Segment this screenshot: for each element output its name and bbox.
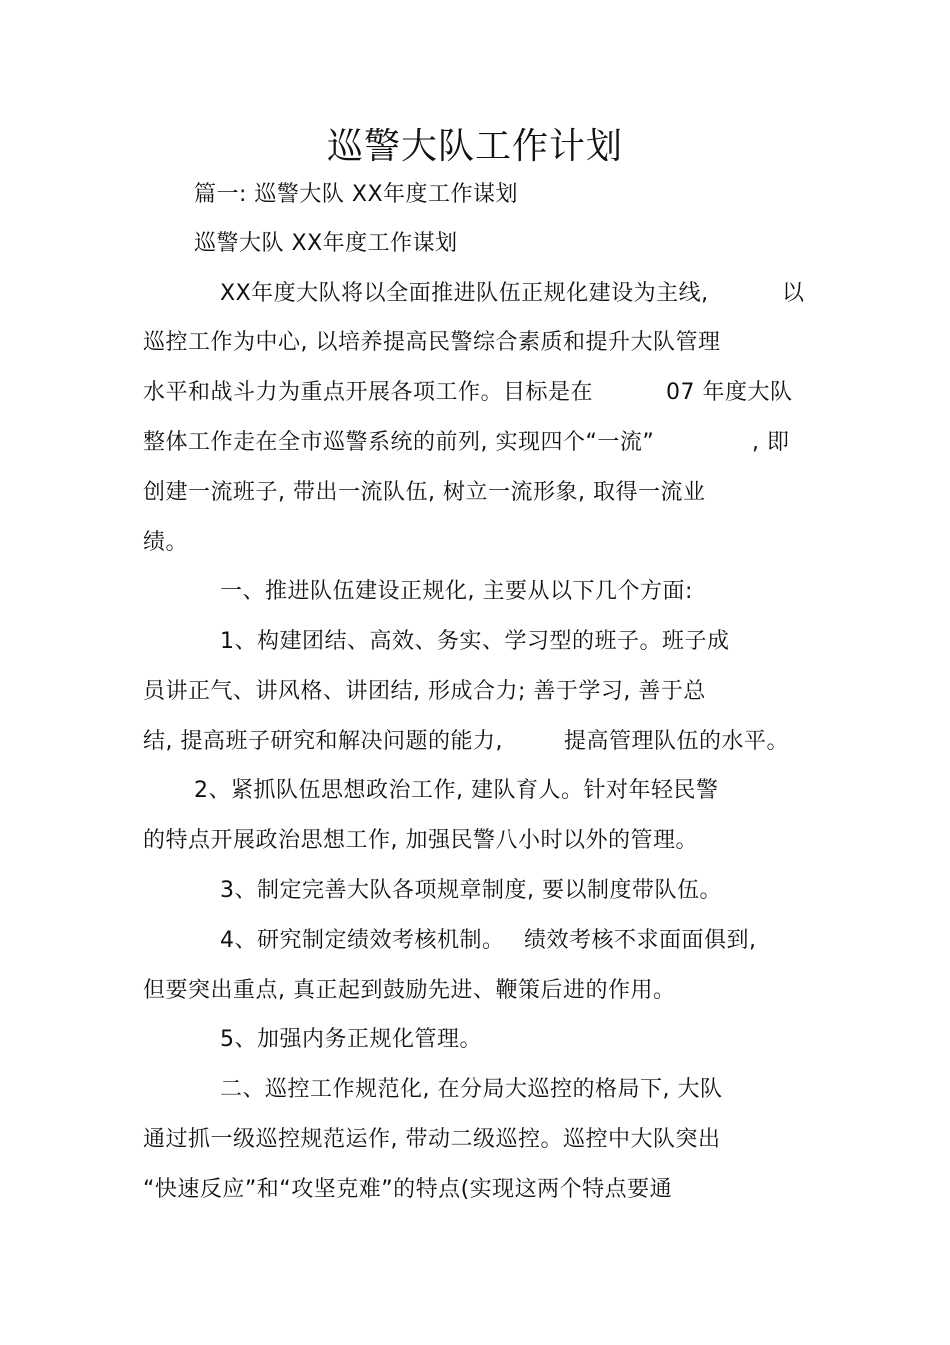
list-item-line: 但要突出重点, 真正起到鼓励先进、鞭策后进的作用。 <box>143 978 676 1003</box>
subtitle-line: 篇一: 巡警大队 XX年度工作谋划 <box>194 182 519 207</box>
list-item-line: 4、研究制定绩效考核机制。 <box>220 928 505 953</box>
paragraph-line: 07 年度大队 <box>666 380 793 405</box>
paragraph-line: “快速反应”和“攻坚克难”的特点(实现这两个特点要通 <box>143 1177 673 1202</box>
paragraph-line: 通过抓一级巡控规范运作, 带动二级巡控。巡控中大队突出 <box>143 1127 721 1152</box>
heading-line: 巡警大队 XX年度工作谋划 <box>194 231 458 256</box>
list-item-line: 的特点开展政治思想工作, 加强民警八小时以外的管理。 <box>143 828 698 853</box>
list-item-line: 绩效考核不求面面俱到, <box>524 928 757 953</box>
paragraph-line: 水平和战斗力为重点开展各项工作。目标是在 <box>143 380 594 405</box>
section-heading: 一、推进队伍建设正规化, 主要从以下几个方面: <box>220 579 693 604</box>
paragraph-line: 整体工作走在全市巡警系统的前列, 实现四个“一流” <box>143 430 655 455</box>
list-item-line: 3、制定完善大队各项规章制度, 要以制度带队伍。 <box>220 878 722 903</box>
paragraph-line: , 即 <box>752 430 790 455</box>
list-item-line: 1、构建团结、高效、务实、学习型的班子。班子成 <box>220 629 730 654</box>
paragraph-line: XX年度大队将以全面推进队伍正规化建设为主线, <box>220 281 709 306</box>
list-item-line: 提高管理队伍的水平。 <box>564 729 790 754</box>
list-item-line: 员讲正气、讲风格、讲团结, 形成合力; 善于学习, 善于总 <box>143 679 706 704</box>
list-item-line: 结, 提高班子研究和解决问题的能力, <box>143 729 503 754</box>
document-title: 巡警大队工作计划 <box>326 126 623 167</box>
paragraph-line: 绩。 <box>143 530 189 555</box>
paragraph-line: 以 <box>782 281 805 306</box>
section-heading: 二、巡控工作规范化, 在分局大巡控的格局下, 大队 <box>220 1077 723 1102</box>
list-item-line: 5、加强内务正规化管理。 <box>220 1027 482 1052</box>
paragraph-line: 创建一流班子, 带出一流队伍, 树立一流形象, 取得一流业 <box>143 480 706 505</box>
list-item-line: 2、紧抓队伍思想政治工作, 建队育人。针对年轻民警 <box>194 778 719 803</box>
paragraph-line: 巡控工作为中心, 以培养提高民警综合素质和提升大队管理 <box>143 330 721 355</box>
